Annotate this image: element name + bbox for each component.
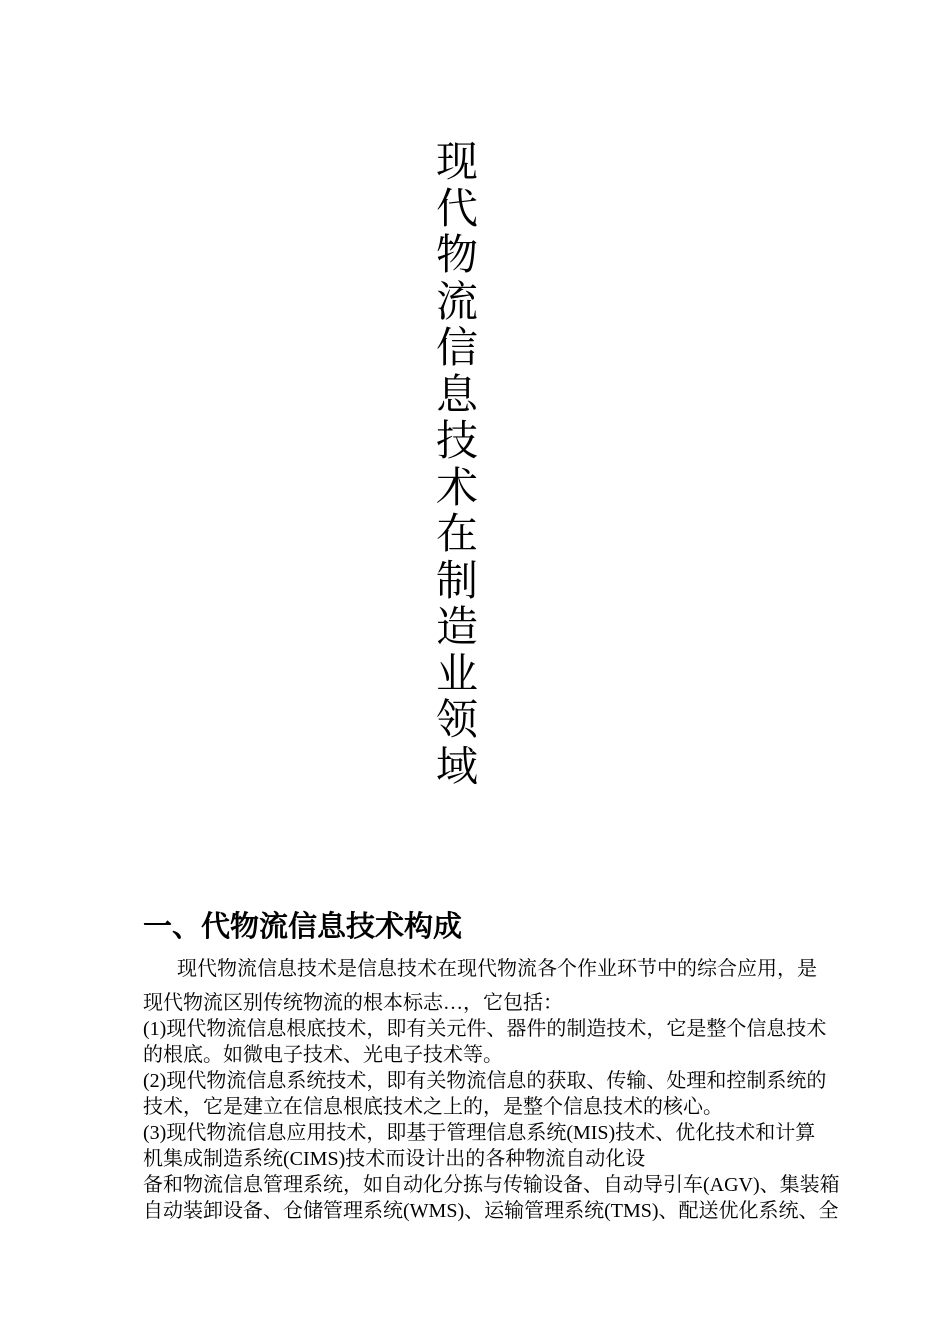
document-title-vertical: 现代物流信息技术在制造业领域 xyxy=(435,140,478,791)
section-heading: 一、代物流信息技术构成 xyxy=(143,911,463,943)
body-line: 技术，它是建立在信息根底技术之上的，是整个信息技术的核心。 xyxy=(143,1096,723,1118)
body-line: (2)现代物流信息系统技术，即有关物流信息的获取、传输、处理和控制系统的 xyxy=(143,1070,827,1092)
body-line: 备和物流信息管理系统，如自动化分拣与传输设备、自动导引车(AGV)、集装箱 xyxy=(143,1174,840,1196)
body-line: (1)现代物流信息根底技术，即有关元件、器件的制造技术，它是整个信息技术 xyxy=(143,1018,827,1040)
body-paragraphs xyxy=(143,1016,843,1224)
body-line: (3)现代物流信息应用技术，即基于管理信息系统(MIS)技术、优化技术和计算 xyxy=(143,1122,816,1144)
body-line: 自动装卸设备、仓储管理系统(WMS)、运输管理系统(TMS)、配送优化系统、全 xyxy=(143,1200,839,1222)
intro-paragraph xyxy=(143,952,833,1020)
intro-line: 现代物流区别传统物流的根本标志…，它包括： xyxy=(143,992,563,1014)
body-line: 的根底。如微电子技术、光电子技术等。 xyxy=(143,1044,503,1066)
intro-line: 现代物流信息技术是信息技术在现代物流各个作业环节中的综合应用，是 xyxy=(177,958,817,980)
body-line: 机集成制造系统(CIMS)技术而设计出的各种物流自动化设 xyxy=(143,1148,646,1170)
